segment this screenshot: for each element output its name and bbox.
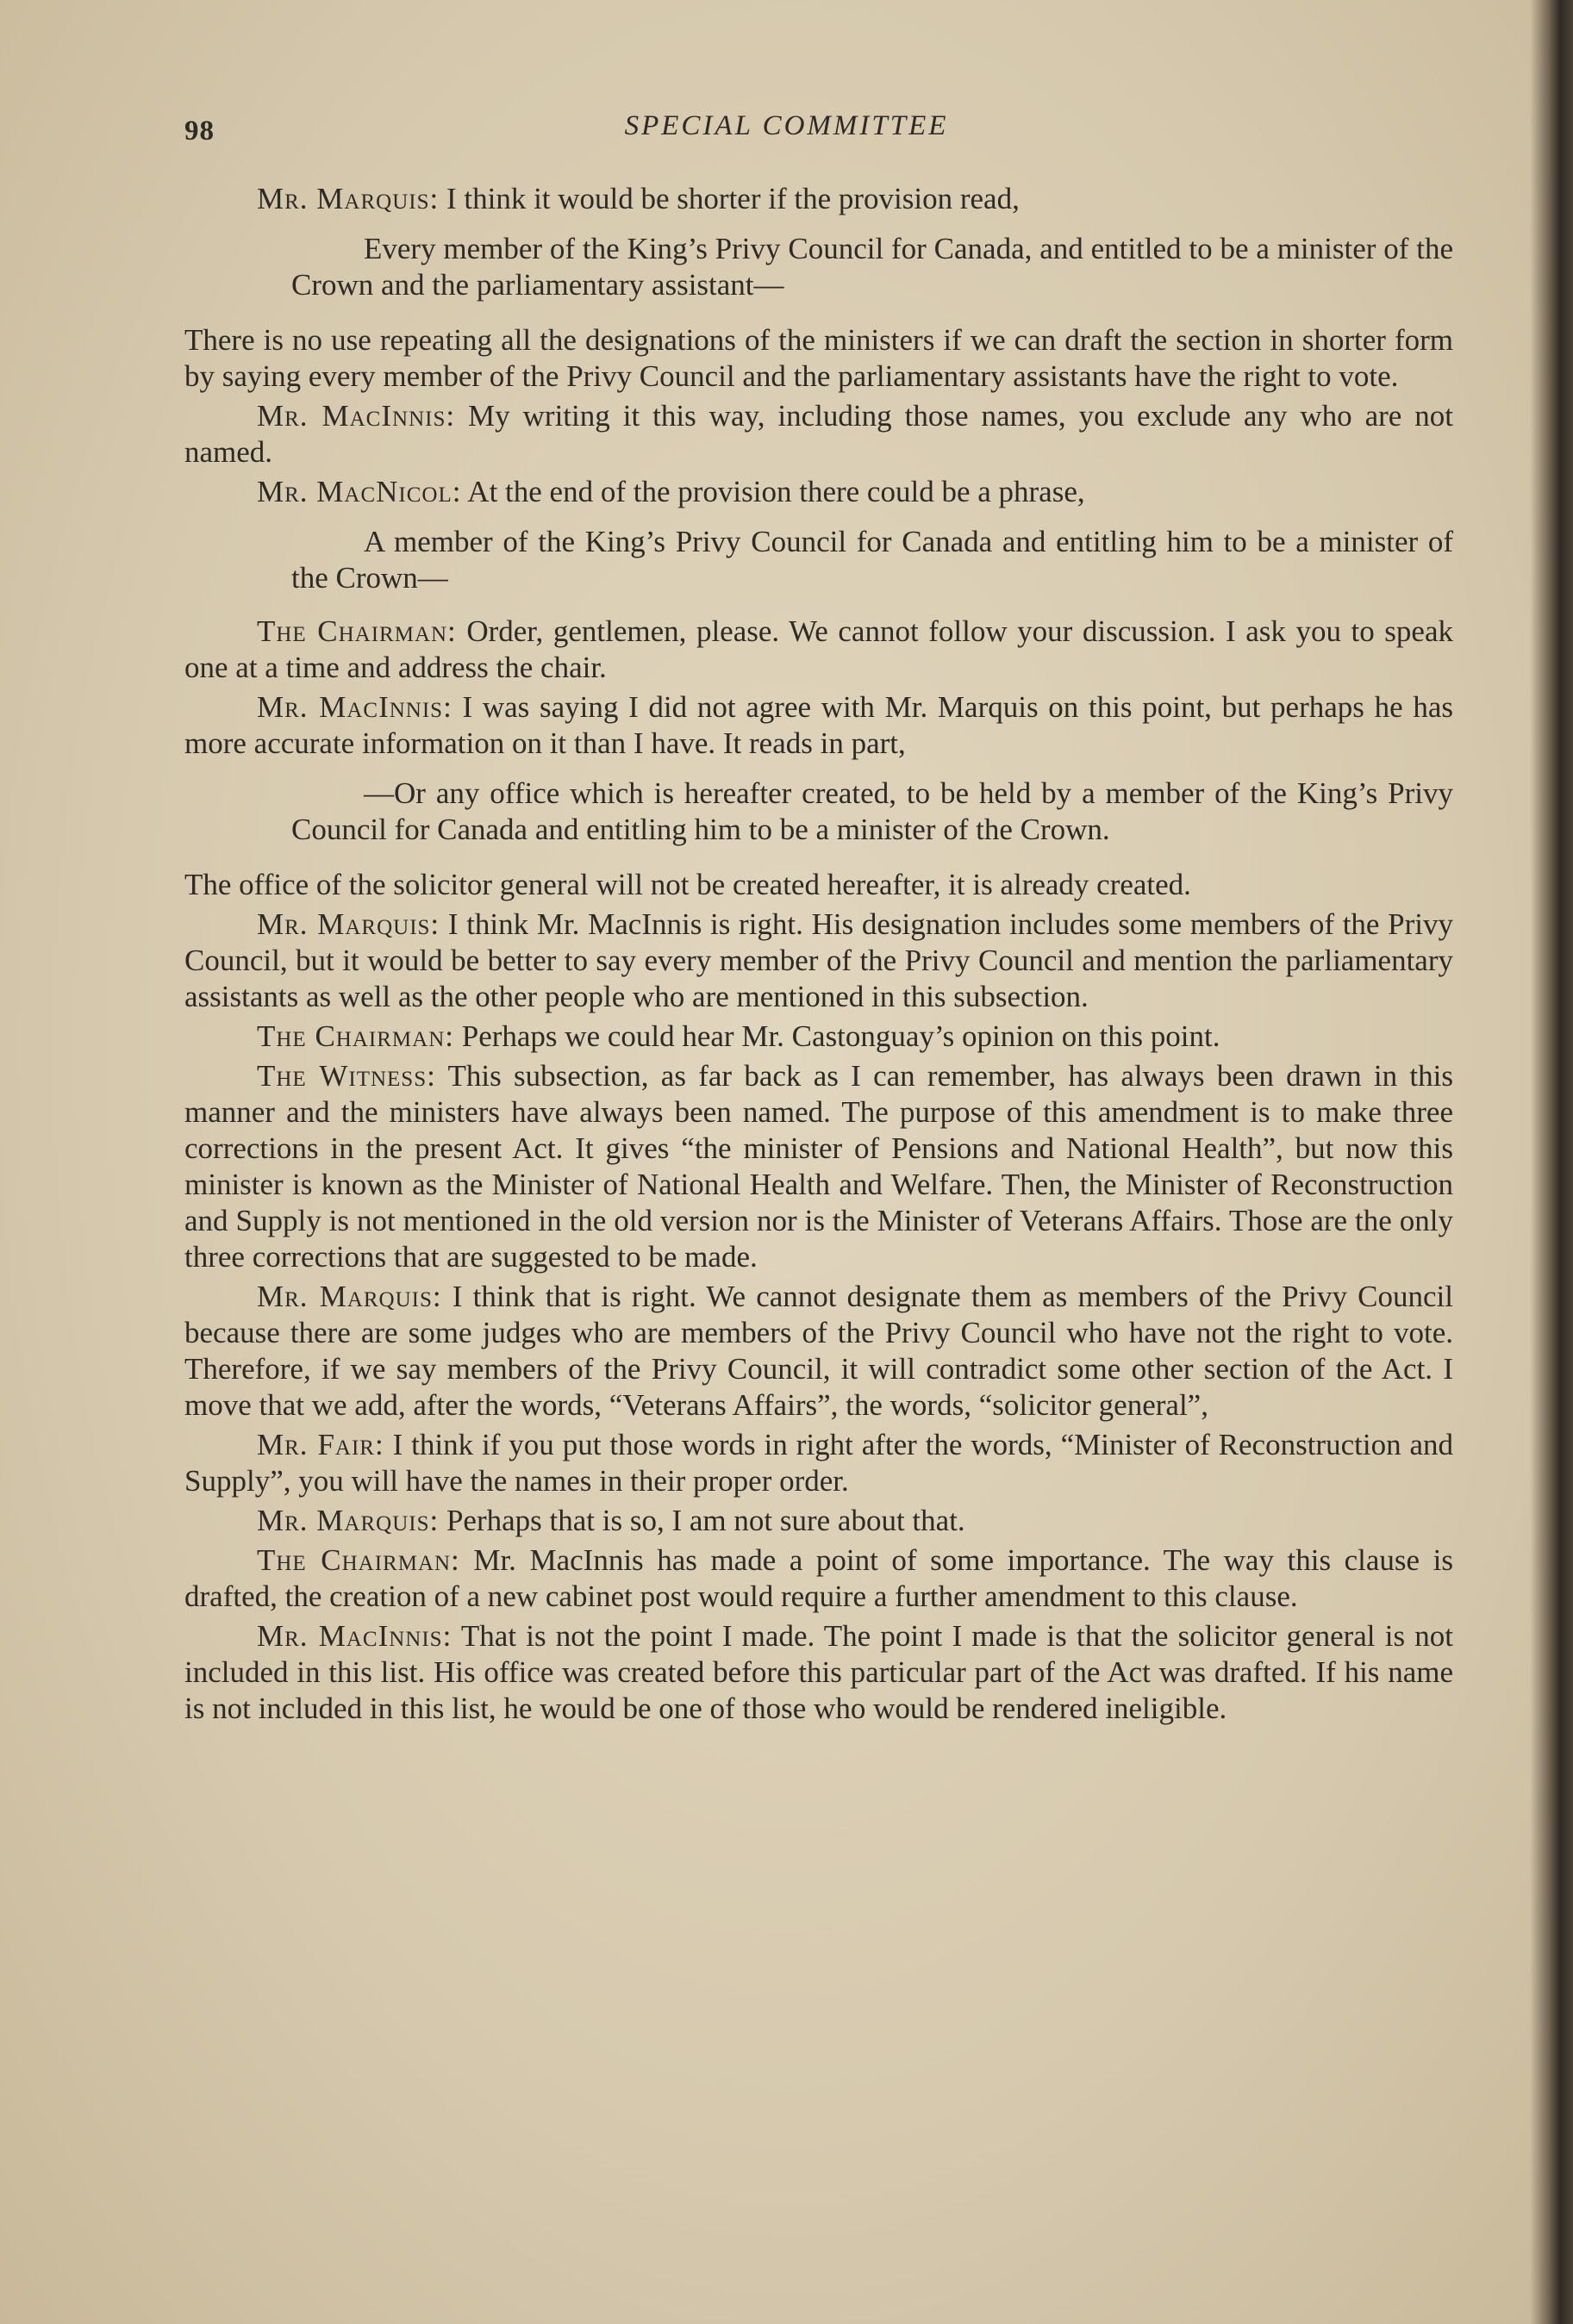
speaker: Mr. Marquis: <box>257 907 440 941</box>
speech-text: This subsection, as far back as I can remember, has always been drawn in this manner and the ministers have always been named. The purpose of this amendment is to make three corrections in the present Act. It gives “the minister of Pensions and National Health”, but now this minister is known as the Minister of National Health and Welfare. Then, the Minister of Reconstruction and Supply is not mentioned in the old version nor is the Minister of Veterans Affairs. Those are the only three corrections that are suggested to be made. <box>184 1059 1453 1274</box>
speaker: Mr. MacInnis: <box>257 399 456 433</box>
block-quote: A member of the King’s Privy Council for Canada and entitling him to be a minister of the Crown— <box>291 525 1453 595</box>
speaker: Mr. Marquis: <box>257 182 440 215</box>
speaker: Mr. Fair: <box>257 1428 384 1461</box>
speech-text: I think Mr. MacInnis is right. His designation includes some members of the Privy Council, but it would be better to say every member of the Privy Council and mention the parliamentary assistants as well as the other people who are mentioned in this subsection. <box>184 907 1453 1013</box>
speech-text: Perhaps that is so, I am not sure about that. <box>439 1504 965 1537</box>
speaker: Mr. Marquis: <box>257 1504 440 1537</box>
running-head: SPECIAL COMMITTEE <box>624 110 949 141</box>
paragraph <box>184 1019 1453 1055</box>
paragraph <box>184 1542 1453 1615</box>
speech-text: I was saying I did not agree with Mr. Marquis on this point, but perhaps he has more accurate information on it than I have. It reads in part, <box>184 690 1453 760</box>
paragraph <box>184 398 1453 470</box>
paragraph: There is no use repeating all the designations of the ministers if we can draft the section in shorter form by saying every member of the Privy Council and the parliamentary assistants have the right to vote. <box>184 323 1453 393</box>
speech-text: Order, gentlemen, please. We cannot follow your discussion. I ask you to speak one at a time and address the chair. <box>184 614 1453 684</box>
speech-text: That is not the point I made. The point I made is that the solicitor general is not included in this list. His office was created before this particular part of the Act was drafted. If his name is not included in this list, he would be one of those who would be rendered ineligible. <box>184 1619 1453 1725</box>
speaker: Mr. Marquis: <box>257 1280 442 1313</box>
page-number: 98 <box>184 115 215 146</box>
speaker: The Chairman: <box>257 614 457 648</box>
speaker: Mr. MacInnis: <box>257 690 453 724</box>
speech-text: I think that is right. We cannot designate them as members of the Privy Council because there are some judges who are members of the Privy Council who have not the right to vote. Therefore, if we say members of the Privy Council, it will contradict some other section of the Act. I move that we add, after the words, “Veterans Affairs”, the words, “solicitor general”, <box>184 1280 1453 1422</box>
paragraph <box>184 1618 1453 1727</box>
paragraph <box>184 907 1453 1015</box>
speaker: The Chairman: <box>257 1543 460 1577</box>
speaker: Mr. MacInnis: <box>257 1619 453 1653</box>
speaker: The Witness: <box>257 1059 436 1093</box>
speech-text: My writing it this way, including those names, you exclude any who are not named. <box>184 399 1453 469</box>
speech-text: Perhaps we could hear Mr. Castonguay’s opinion on this point. <box>453 1019 1220 1053</box>
paragraph: The office of the solicitor general will not be created hereafter, it is already created. <box>184 868 1191 901</box>
paragraph <box>184 1503 1453 1539</box>
speech-text: Mr. MacInnis has made a point of some importance. The way this clause is drafted, the creation of a new cabinet post would require a further amendment to this clause. <box>184 1543 1453 1613</box>
paragraph <box>184 181 1453 217</box>
paragraph <box>184 474 1453 510</box>
speech-text: I think it would be shorter if the provision read, <box>439 182 1020 215</box>
block-quote: —Or any office which is hereafter created, to be held by a member of the King’s Privy Council for Canada and entitling him to be a minister of the Crown. <box>291 776 1453 846</box>
speech-text: At the end of the provision there could be a phrase, <box>461 475 1085 508</box>
paragraph <box>184 1058 1453 1275</box>
speaker: Mr. MacNicol: <box>257 475 462 508</box>
speaker: The Chairman: <box>257 1019 454 1053</box>
speech-text: I think if you put those words in right after the words, “Minister of Reconstruction and Supply”, you will have the names in their proper order. <box>184 1428 1453 1498</box>
paragraph <box>184 1279 1453 1424</box>
page-body <box>184 181 1453 1730</box>
block-quote: Every member of the King’s Privy Council for Canada, and entitled to be a minister of the Crown and the parliamentary assistant— <box>291 232 1453 302</box>
paragraph <box>184 1427 1453 1499</box>
paragraph <box>184 614 1453 686</box>
book-spine-shadow <box>1530 0 1573 2324</box>
paragraph <box>184 689 1453 762</box>
